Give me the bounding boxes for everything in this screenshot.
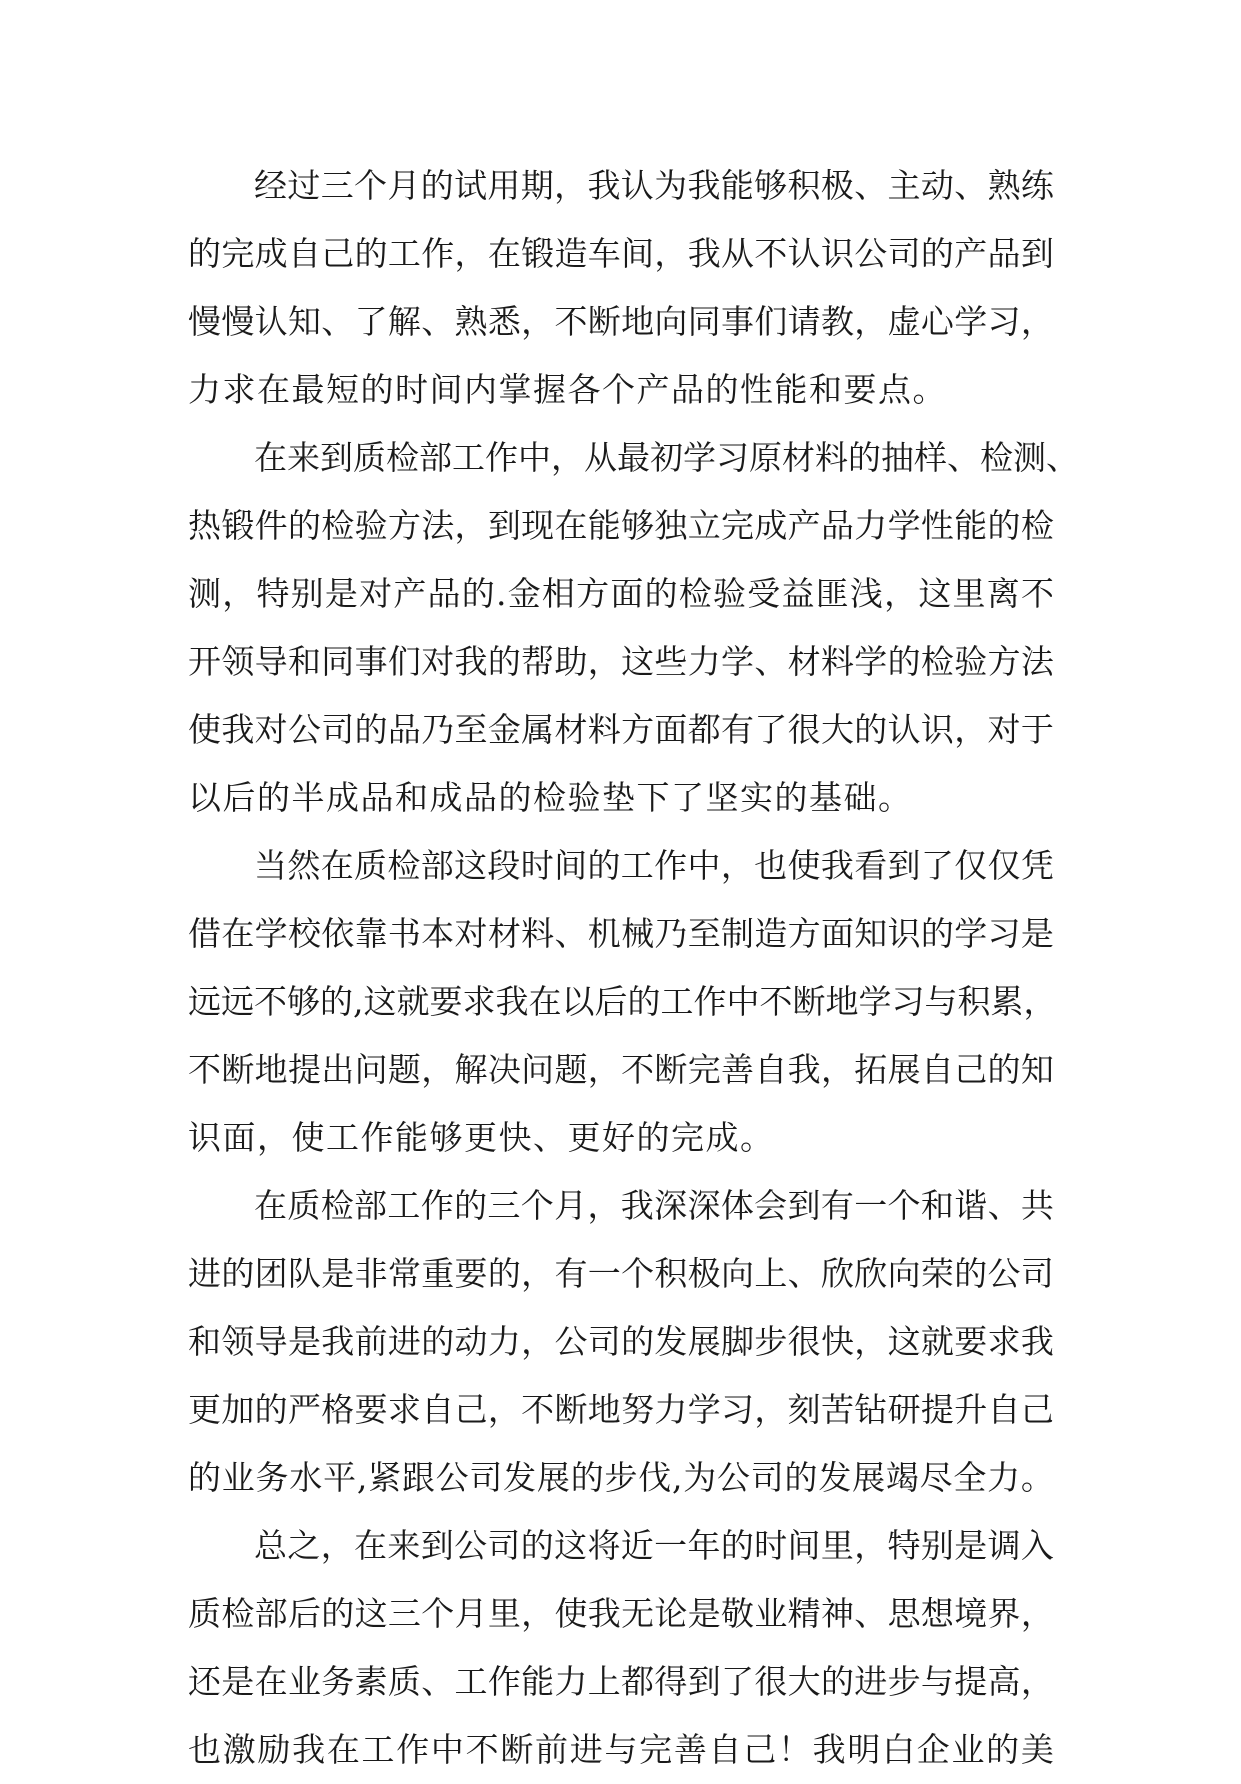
paragraph-2-line-1: 在 来 到 质 检 部 工 作 中 ， 从 最 初 学 习 原 材 料 的 抽 样 、 检 测 、 xyxy=(254,438,1079,477)
paragraph-4-line-1: 在 质 检 部 工 作 的 三 个 月 ， 我 深 深 体 会 到 有 一 个 和 谐 、 共 xyxy=(254,1186,1054,1225)
paragraph-3-line-4: 不 断 地 提 出 问 题 ， 解 决 问 题 ， 不 断 完 善 自 我 ， 拓 展 自 己 的 知 xyxy=(188,1050,1054,1089)
paragraph-4-line-2: 进 的 团 队 是 非 常 重 要 的 ， 有 一 个 积 极 向 上 、 欣 欣 向 荣 的 公 司 xyxy=(188,1254,1054,1293)
paragraph-3-line-2: 借 在 学 校 依 靠 书 本 对 材 料 、 机 械 乃 至 制 造 方 面 知 识 的 学 习 是 xyxy=(188,914,1054,953)
paragraph-5-line-1: 总 之 ， 在 来 到 公 司 的 这 将 近 一 年 的 时 间 里 ， 特 别 是 调 入 xyxy=(254,1526,1054,1565)
paragraph-2-line-5: 使 我 对 公 司 的 品 乃 至 金 属 材 料 方 面 都 有 了 很 大 的 认 识 ， 对 于 xyxy=(188,710,1054,749)
paragraph-2-line-3: 测 ， 特 别 是 对 产 品 的 . 金 相 方 面 的 检 验 受 益 匪 浅 ， 这 里 离 不 xyxy=(188,574,1054,613)
paragraph-1-line-4: 力求在最短的时间内掌握各个产品的性能和要点。 xyxy=(188,370,947,409)
paragraph-1-line-2: 的 完 成 自 己 的 工 作 ， 在 锻 造 车 间 ， 我 从 不 认 识 公 司 的 产 品 到 xyxy=(188,234,1054,273)
document-body xyxy=(188,152,1079,1784)
paragraph-2-line-6: 以后的半成品和成品的检验垫下了坚实的基础。 xyxy=(188,778,913,817)
paragraph-2-line-4: 开 领 导 和 同 事 们 对 我 的 帮 助 ， 这 些 力 学 、 材 料 学 的 检 验 方 法 xyxy=(188,642,1054,681)
paragraph-5-line-4: 也 激 励 我 在 工 作 中 不 断 前 进 与 完 善 自 己 ！ 我 明 白 企 业 的 美 xyxy=(188,1730,1054,1769)
paragraph-3-line-1: 当 然 在 质 检 部 这 段 时 间 的 工 作 中 ， 也 使 我 看 到 了 仅 仅 凭 xyxy=(254,846,1054,885)
paragraph-4-line-4: 更 加 的 严 格 要 求 自 己 ， 不 断 地 努 力 学 习 ， 刻 苦 钻 研 提 升 自 己 xyxy=(188,1390,1054,1429)
paragraph-4-line-3: 和 领 导 是 我 前 进 的 动 力 ， 公 司 的 发 展 脚 步 很 快 ， 这 就 要 求 我 xyxy=(188,1322,1054,1361)
paragraph-1-line-3: 慢 慢 认 知 、 了 解 、 熟 悉 ， 不 断 地 向 同 事 们 请 教 ， 虚 心 学 习 ， xyxy=(188,302,1054,341)
paragraph-5-line-3: 还 是 在 业 务 素 质 、 工 作 能 力 上 都 得 到 了 很 大 的 进 步 与 提 高 ， xyxy=(188,1662,1054,1701)
paragraph-1-line-1: 经 过 三 个 月 的 试 用 期 ， 我 认 为 我 能 够 积 极 、 主 动 、 熟 练 xyxy=(254,166,1054,205)
paragraph-4-line-5: 的 业 务 水 平 , 紧 跟 公 司 发 展 的 步 伐 , 为 公 司 的 发 展 竭 尽 全 力 。 xyxy=(188,1458,1054,1497)
paragraph-3-line-5: 识面，使工作能够更快、更好的完成。 xyxy=(188,1118,775,1157)
paragraph-5-line-2: 质 检 部 后 的 这 三 个 月 里 ， 使 我 无 论 是 敬 业 精 神 、 思 想 境 界 ， xyxy=(188,1594,1054,1633)
paragraph-3-line-3: 远 远 不 够 的 , 这 就 要 求 我 在 以 后 的 工 作 中 不 断 地 学 习 与 积 累 ， xyxy=(188,982,1057,1021)
paragraph-2-line-2: 热 锻 件 的 检 验 方 法 ， 到 现 在 能 够 独 立 完 成 产 品 力 学 性 能 的 检 xyxy=(188,506,1054,545)
